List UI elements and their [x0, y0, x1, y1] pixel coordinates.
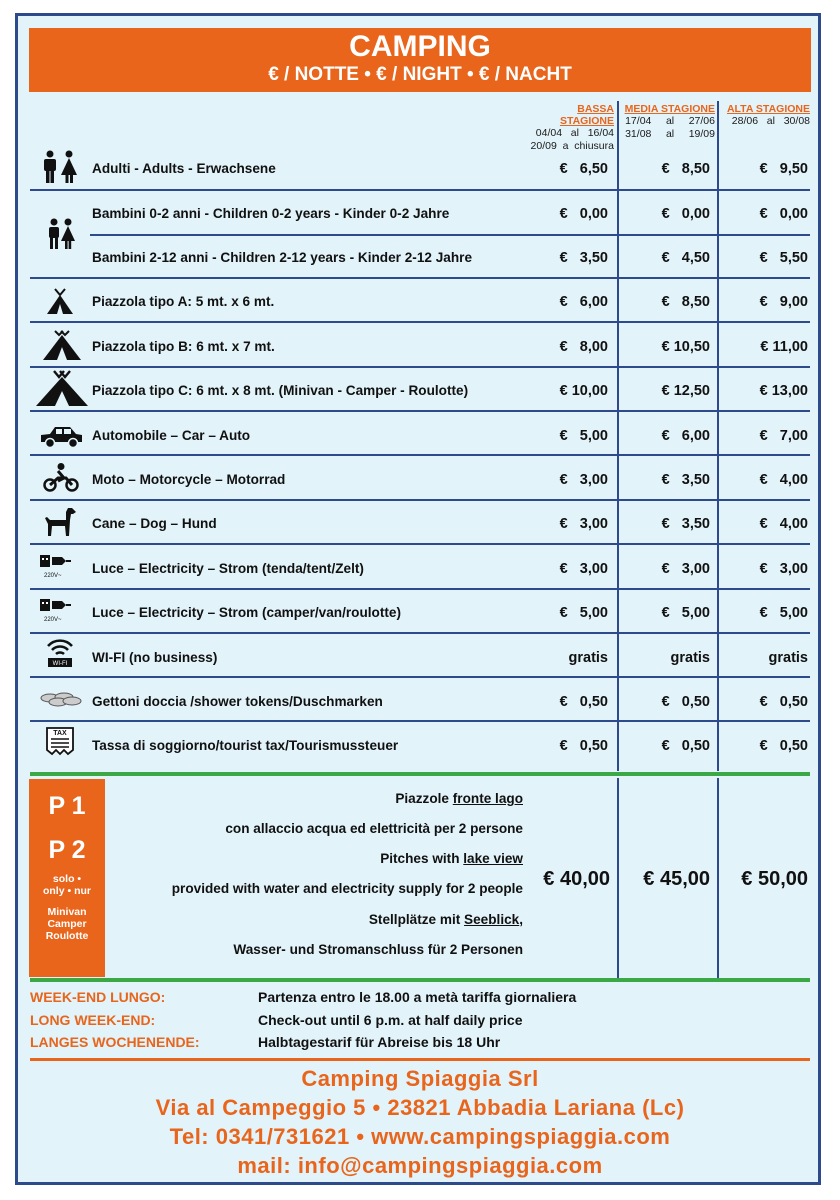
- season-low-date-1: 04/04 al 16/04: [535, 127, 614, 139]
- season-high: [722, 103, 810, 128]
- season-low: [522, 103, 614, 153]
- price-cell: € 7,00: [759, 428, 808, 444]
- premium-description-line: [369, 912, 523, 927]
- premium-description-line: [395, 791, 523, 806]
- company-address: Via al Campeggio 5 • 23821 Abbadia Lariana (Lc): [155, 1095, 685, 1120]
- price-cell: € 5,00: [759, 605, 808, 621]
- row-label-children-2-12: Bambini 2-12 anni - Children 2-12 years - Kinder 2-12 Jahre: [92, 250, 473, 265]
- row-label-car: Automobile – Car – Auto: [92, 428, 251, 443]
- price-cell: € 8,50: [661, 161, 710, 177]
- company-mail: mail: info@campingspiaggia.com: [237, 1153, 603, 1178]
- price-cell: € 0,50: [559, 738, 608, 754]
- page-title: CAMPING: [349, 30, 491, 63]
- price-cell: € 3,00: [559, 472, 608, 488]
- row-label-dog: Cane – Dog – Hund: [92, 516, 217, 531]
- price-cell: € 3,00: [559, 516, 608, 532]
- row-label-shower-tokens: Gettoni doccia /shower tokens/Duschmarken: [92, 694, 383, 709]
- price-cell: € 9,50: [759, 161, 808, 177]
- voltage-label: 220V~: [44, 573, 62, 579]
- price-cell: € 3,50: [559, 250, 608, 266]
- season-low-name: BASSA STAGIONE: [559, 103, 614, 127]
- price-cell: gratis: [670, 650, 710, 666]
- weekend-label-en: LONG WEEK-END:: [30, 1012, 156, 1028]
- row-divider: [30, 410, 810, 412]
- tent-medium-icon: [41, 329, 83, 361]
- premium-description-line: [172, 881, 523, 896]
- row-divider: [30, 189, 810, 191]
- premium-line-text: Wasser- und Stromanschluss für 2 Personen: [233, 942, 523, 957]
- row-label-pitch-b: Piazzola tipo B: 6 mt. x 7 mt.: [92, 339, 275, 354]
- price-cell: € 11,00: [760, 339, 808, 355]
- solo-label-1: solo •: [52, 873, 82, 885]
- price-cell: € 0,00: [759, 206, 808, 222]
- price-cell: € 3,00: [559, 561, 608, 577]
- vehicle-roulotte: Roulotte: [45, 930, 89, 942]
- price-cell: € 5,00: [559, 428, 608, 444]
- row-divider: [30, 277, 810, 279]
- row-label-children-0-2: Bambini 0-2 anni - Children 0-2 years - Kinder 0-2 Jahre: [92, 206, 450, 221]
- premium-description-line: [233, 942, 523, 957]
- wifi-icon: [45, 636, 75, 668]
- price-cell: € 3,50: [661, 472, 710, 488]
- solo-label-2: only • nur: [42, 885, 91, 897]
- column-divider: [717, 101, 719, 771]
- price-cell: € 13,00: [759, 383, 808, 399]
- car-icon: [38, 424, 84, 450]
- weekend-text-it: Partenza entro le 18.00 a metà tariffa giornaliera: [258, 989, 577, 1005]
- row-label-pitch-a: Piazzola tipo A: 5 mt. x 6 mt.: [92, 294, 275, 309]
- price-cell: gratis: [568, 650, 608, 666]
- voltage-label: 220V~: [44, 617, 62, 623]
- children-icon: [46, 218, 76, 252]
- dog-icon: [42, 506, 78, 538]
- weekend-text-de: Halbtagestarif für Abreise bis 18 Uhr: [258, 1034, 501, 1050]
- premium-description-line: [225, 821, 523, 836]
- plug-icon: [38, 598, 72, 624]
- price-cell: € 3,00: [661, 561, 710, 577]
- price-cell: € 6,00: [661, 428, 710, 444]
- pitch-p1-label: P 1: [48, 792, 86, 820]
- column-divider: [717, 778, 719, 978]
- price-cell: € 5,00: [559, 605, 608, 621]
- vehicle-minivan: Minivan: [47, 906, 87, 918]
- vehicle-camper: Camper: [47, 918, 87, 930]
- adults-icon: [40, 150, 80, 186]
- row-label-electricity-tent: Luce – Electricity – Strom (tenda/tent/Zelt): [92, 561, 364, 576]
- weekend-text-en: Check-out until 6 p.m. at half daily price: [258, 1012, 523, 1028]
- row-divider: [30, 720, 810, 722]
- tent-small-icon: [43, 286, 77, 316]
- price-cell: € 5,50: [759, 250, 808, 266]
- price-cell: € 3,50: [661, 516, 710, 532]
- price-cell: gratis: [768, 650, 808, 666]
- price-cell: € 6,00: [559, 294, 608, 310]
- tokens-icon: [38, 690, 84, 710]
- price-cell: € 0,00: [559, 206, 608, 222]
- season-mid: [620, 103, 715, 141]
- premium-price-low: € 40,00: [543, 868, 610, 890]
- plug-icon: [38, 554, 72, 580]
- green-divider-bottom: [30, 978, 810, 982]
- row-divider: [30, 454, 810, 456]
- season-high-date-1: 28/06 al 30/08: [731, 115, 810, 127]
- row-label-wifi: WI-FI (no business): [92, 650, 218, 665]
- price-cell: € 10,50: [661, 339, 710, 355]
- premium-line-text: Pitches with: [380, 851, 464, 866]
- season-mid-date-2: 31/08 al 19/09: [625, 128, 715, 140]
- price-cell: € 4,50: [661, 250, 710, 266]
- premium-price-high: € 50,00: [741, 868, 808, 890]
- weekend-label-it: WEEK-END LUNGO:: [30, 989, 166, 1005]
- row-divider: [30, 543, 810, 545]
- premium-price-mid: € 45,00: [643, 868, 710, 890]
- row-divider: [30, 499, 810, 501]
- price-cell: € 9,00: [759, 294, 808, 310]
- price-cell: € 12,50: [661, 383, 710, 399]
- row-label-pitch-c: Piazzola tipo C: 6 mt. x 8 mt. (Minivan - Camper - Roulotte): [92, 383, 469, 398]
- company-contact: Tel: 0341/731621 • www.campingspiaggia.com: [169, 1124, 671, 1149]
- premium-description-line: [380, 851, 523, 866]
- price-cell: € 8,50: [661, 294, 710, 310]
- green-divider-top: [30, 772, 810, 776]
- price-cell: € 3,00: [759, 561, 808, 577]
- wifi-icon-label: WI-FI: [52, 661, 68, 667]
- row-label-tourist-tax: Tassa di soggiorno/tourist tax/Tourismussteuer: [92, 738, 399, 753]
- tent-large-icon: [34, 369, 90, 407]
- season-mid-date-1: 17/04 al 27/06: [625, 115, 715, 127]
- row-label-adults: Adulti - Adults - Erwachsene: [92, 161, 276, 176]
- row-divider: [30, 366, 810, 368]
- column-divider: [617, 778, 619, 978]
- price-cell: € 8,00: [559, 339, 608, 355]
- price-cell: € 0,50: [661, 738, 710, 754]
- price-cell: € 4,00: [759, 516, 808, 532]
- footer-divider: [30, 1058, 810, 1061]
- price-cell: € 0,50: [559, 694, 608, 710]
- tax-icon: [44, 726, 76, 758]
- price-cell: € 0,50: [661, 694, 710, 710]
- premium-line-underlined: fronte lago: [452, 791, 523, 806]
- company-name: Camping Spiaggia Srl: [301, 1066, 539, 1091]
- premium-line-underlined: lake view: [463, 851, 523, 866]
- row-divider: [30, 588, 810, 590]
- season-low-date-2: 20/09 a chiusura: [530, 140, 614, 152]
- season-mid-name: MEDIA STAGIONE: [624, 103, 715, 115]
- premium-line-text: Stellplätze mit: [368, 912, 465, 927]
- season-high-name: ALTA STAGIONE: [726, 103, 810, 115]
- header-banner: [29, 28, 811, 92]
- row-label-motorcycle: Moto – Motorcycle – Motorrad: [92, 472, 286, 487]
- column-divider: [617, 101, 619, 771]
- premium-line-text: provided with water and electricity supply for 2 people: [171, 881, 523, 896]
- motorcycle-icon: [42, 463, 80, 493]
- price-cell: € 0,50: [759, 694, 808, 710]
- row-divider: [30, 676, 810, 678]
- price-cell: € 0,50: [759, 738, 808, 754]
- pitch-p2-label: P 2: [48, 836, 86, 864]
- page-subtitle: € / NOTTE • € / NIGHT • € / NACHT: [268, 64, 572, 85]
- premium-line-underlined: Seeblick: [464, 912, 520, 927]
- premium-line-text: Piazzole: [395, 791, 453, 806]
- price-cell: € 10,00: [559, 383, 608, 399]
- premium-pitch-box: [29, 779, 105, 977]
- price-cell: € 6,50: [559, 161, 608, 177]
- price-cell: € 0,00: [661, 206, 710, 222]
- row-divider: [30, 321, 810, 323]
- row-divider: [90, 234, 810, 236]
- premium-line-suffix: ,: [519, 912, 523, 927]
- price-cell: € 4,00: [759, 472, 808, 488]
- tax-icon-label: TAX: [53, 730, 67, 737]
- row-divider: [30, 632, 810, 634]
- row-label-electricity-camper: Luce – Electricity – Strom (camper/van/roulotte): [92, 605, 401, 620]
- weekend-label-de: LANGES WOCHENENDE:: [30, 1034, 200, 1050]
- premium-line-text: con allaccio acqua ed elettricità per 2 persone: [225, 821, 523, 836]
- price-cell: € 5,00: [661, 605, 710, 621]
